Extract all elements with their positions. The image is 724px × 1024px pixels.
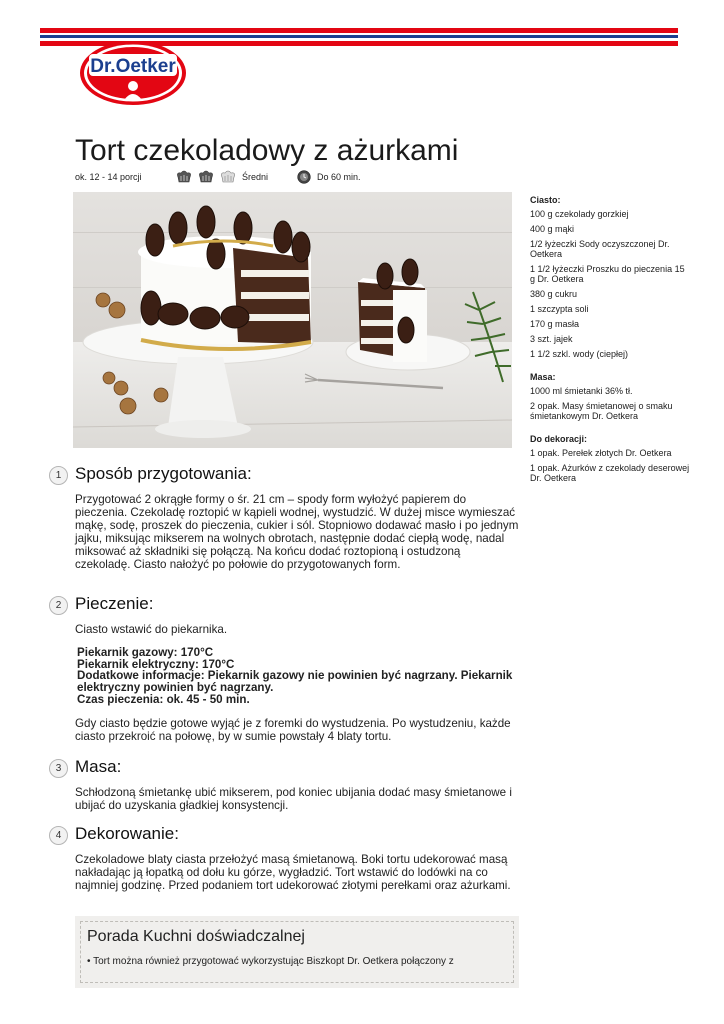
cake-photo bbox=[73, 192, 512, 448]
tip-title: Porada Kuchni doświadczalnej bbox=[87, 928, 305, 945]
tip-bullet: • Tort można również przygotować wykorzystując Biszkopt Dr. Oetkera połączony z bbox=[87, 956, 454, 967]
difficulty-label: Średni bbox=[242, 172, 269, 182]
extra-info: Dodatkowe informacje: Piekarnik gazowy nie powinien być nagrzany. Piekarnik elektryczny powinien być nagrzany. bbox=[77, 669, 513, 695]
ingredient-item: 1 1/2 łyżeczki Proszku do pieczenia 15 g Dr. Oetkera bbox=[530, 264, 685, 284]
recipe-meta bbox=[75, 171, 515, 185]
ingredient-item: 1 opak. Ażurków z czekolady deserowej Dr. Oetkera bbox=[530, 463, 690, 483]
header-stripe-blue bbox=[40, 35, 678, 38]
step-paragraph: Czekoladowe blaty ciasta przełożyć masą śmietanową. Boki tortu udekorować masą nakładając ją łopatką od dołu ku górze, wygładzić. Tort wstawić do lodówki na co najmniej godzinę. Przed podaniem tort udekorować złotymi perełkami oraz ażurkami. bbox=[75, 853, 511, 892]
clock-icon bbox=[297, 170, 311, 184]
kitchen-tip-box bbox=[75, 916, 519, 988]
logo-text: Dr.Oetker bbox=[90, 56, 176, 77]
difficulty-hats bbox=[175, 170, 237, 183]
ingredients-sidebar bbox=[530, 195, 690, 496]
ingredient-item: 400 g mąki bbox=[530, 224, 575, 234]
step-text bbox=[75, 493, 519, 571]
step-paragraph: Przygotować 2 okrągłe formy o śr. 21 cm – spody form wyłożyć papierem do pieczenia. Czekoladę roztopić w kąpieli wodnej, wystudzić. W dużej misce wymieszać mąkę, sodę, proszek do pieczenia, cukier i sól. Stopniowo dodawać masło i po jednym jajku, miksując mikserem na wolnych obrotach, następnie dodać ciepłą wodę, nadal miksować aż składniki się połączą. Na końcu dodać roztopioną i ostudzoną czekoladę. Ciasto nałożyć po połowie do przygotowanych form. bbox=[75, 493, 519, 571]
step-paragraph: Ciasto wstawić do piekarnika. bbox=[75, 623, 228, 636]
step-paragraph: Schłodzoną śmietankę ubić mikserem, pod koniec ubijania dodać masy śmietanowe i ubijać do uzyskania gładkiej konsystencji. bbox=[75, 786, 512, 812]
baking-time: Czas pieczenia: ok. 45 - 50 min. bbox=[77, 692, 250, 706]
step-number-badge: 1 bbox=[49, 466, 68, 485]
ingredient-item: 1000 ml śmietanki 36% tł. bbox=[530, 386, 633, 396]
dr-oetker-logo bbox=[79, 40, 187, 106]
ingredient-item: 1 szczypta soli bbox=[530, 304, 589, 314]
step-number-badge: 3 bbox=[49, 759, 68, 778]
recipe-title: Tort czekoladowy z ażurkami bbox=[75, 134, 459, 167]
baking-settings bbox=[77, 647, 519, 706]
step-title: Dekorowanie: bbox=[75, 824, 179, 843]
ingredient-item: 1 opak. Perełek złotych Dr. Oetkera bbox=[530, 448, 672, 458]
ingredients-section-title: Do dekoracji: bbox=[530, 434, 588, 444]
ingredients-section-ciasto bbox=[530, 195, 690, 359]
chef-hat-outline-icon bbox=[219, 170, 237, 183]
ingredients-section-masa bbox=[530, 372, 690, 421]
ingredient-item: 100 g czekolady gorzkiej bbox=[530, 209, 629, 219]
portions-label: ok. 12 - 14 porcji bbox=[75, 172, 142, 182]
chef-hat-icon bbox=[197, 170, 215, 183]
step-title: Masa: bbox=[75, 757, 122, 776]
ingredient-item: 380 g cukru bbox=[530, 289, 578, 299]
ingredient-item: 170 g masła bbox=[530, 319, 580, 329]
time-label: Do 60 min. bbox=[317, 172, 361, 182]
step-number-badge: 2 bbox=[49, 596, 68, 615]
ingredient-item: 1 1/2 szkl. wody (ciepłej) bbox=[530, 349, 629, 359]
step-text bbox=[75, 623, 519, 743]
electric-oven-temp: Piekarnik elektryczny: 170°C bbox=[77, 657, 235, 671]
chef-hat-icon bbox=[175, 170, 193, 183]
ingredients-section-title: Masa: bbox=[530, 372, 556, 382]
step-paragraph: Gdy ciasto będzie gotowe wyjąć je z foremki do wystudzenia. Po wystudzeniu, każde ciasto przekroić na połowę, by w sumie powstały 4 blaty tortu. bbox=[75, 716, 511, 743]
header-stripe-red-top bbox=[40, 28, 678, 33]
step-text bbox=[75, 786, 519, 812]
ingredients-section-dekoracja bbox=[530, 434, 690, 483]
step-title: Sposób przygotowania: bbox=[75, 464, 252, 483]
ingredient-item: 2 opak. Masy śmietanowej o smaku śmietankowym Dr. Oetkera bbox=[530, 401, 673, 421]
step-title: Pieczenie: bbox=[75, 594, 154, 613]
gas-oven-temp: Piekarnik gazowy: 170°C bbox=[77, 646, 214, 659]
step-number-badge: 4 bbox=[49, 826, 68, 845]
ingredient-item: 3 szt. jajek bbox=[530, 334, 573, 344]
ingredients-section-title: Ciasto: bbox=[530, 195, 561, 205]
step-text bbox=[75, 853, 519, 892]
ingredient-item: 1/2 łyżeczki Sody oczyszczonej Dr. Oetkera bbox=[530, 239, 670, 259]
